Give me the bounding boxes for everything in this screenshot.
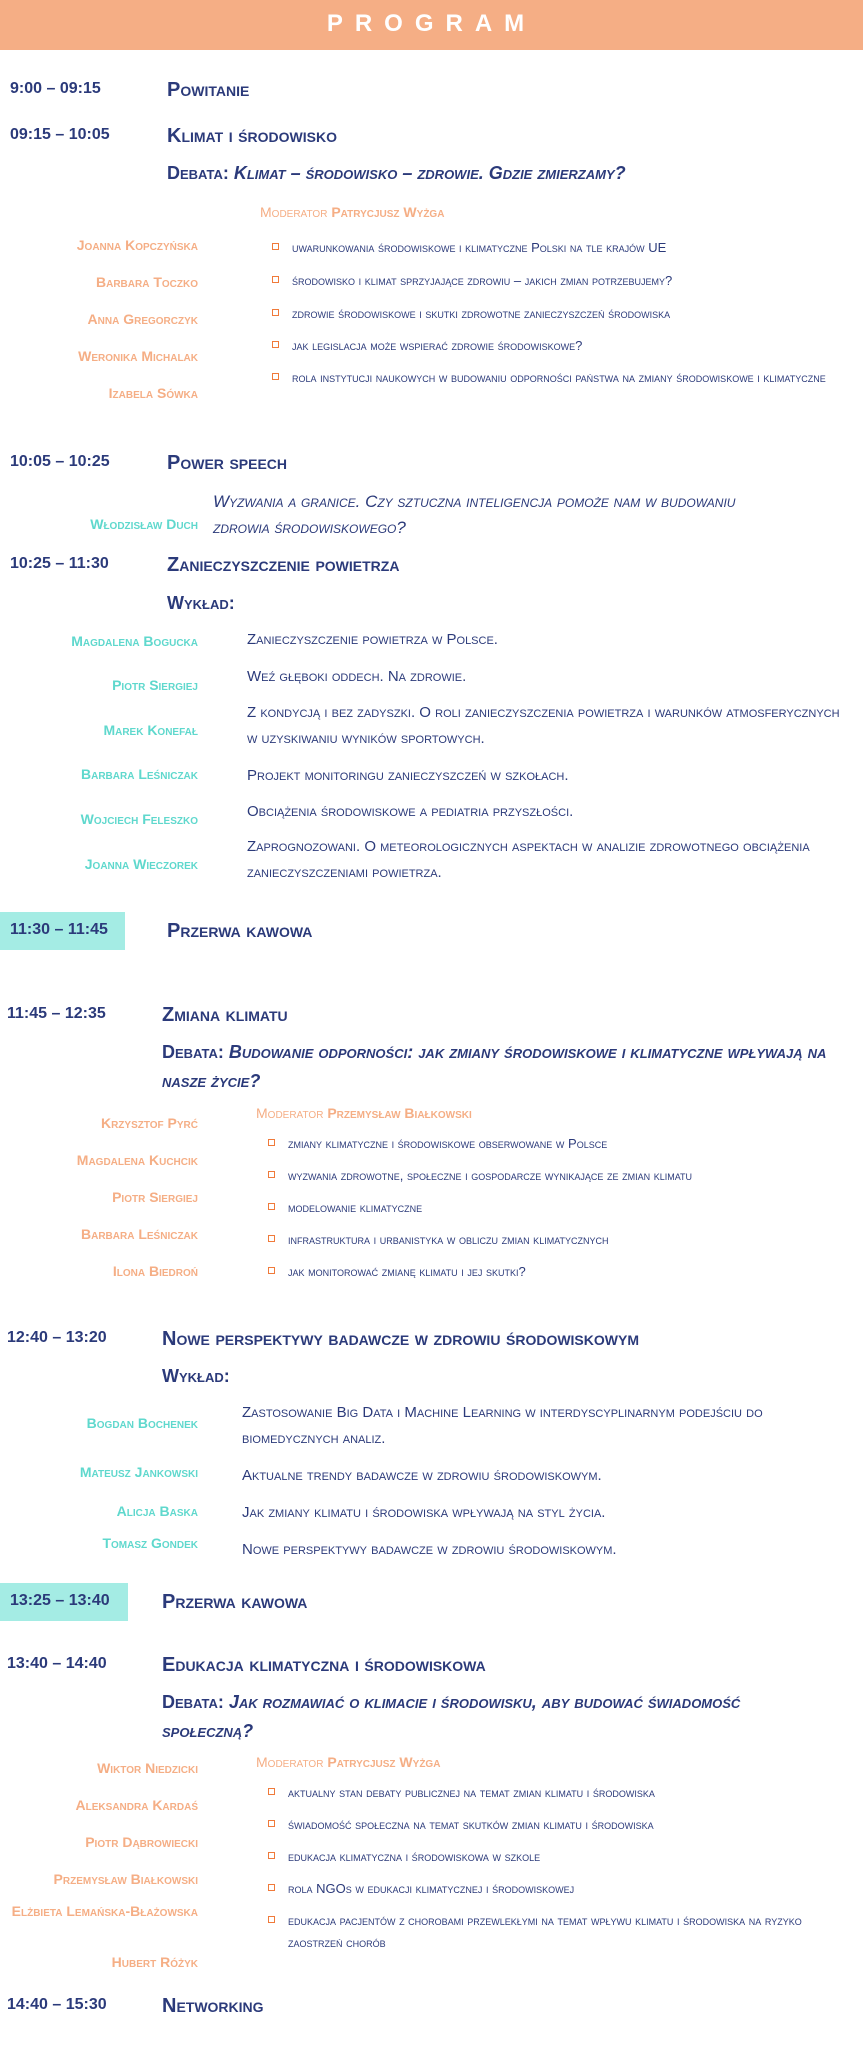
speaker-name: Anna Gregorczyk — [87, 311, 198, 327]
debate-topic: zmiany klimatyczne i środowiskowe obserwowane w Polsce — [288, 1133, 848, 1155]
debate-label: Debata: — [162, 1042, 224, 1062]
square-bullet-icon — [272, 276, 279, 283]
break-time: 11:30 – 11:45 — [0, 912, 125, 950]
session-time: 09:15 – 10:05 — [10, 126, 110, 143]
lecture-title: Zanieczyszczenie powietrza w Polsce. — [247, 631, 498, 648]
session-time: 11:45 – 12:35 — [7, 1005, 106, 1022]
speaker-name: Barbara Leśniczak — [81, 766, 198, 782]
square-bullet-icon — [272, 243, 279, 250]
session-title: Networking — [162, 1995, 264, 2017]
speaker-name: Wiktor Niedzicki — [97, 1760, 198, 1776]
debate-title: Jak rozmawiać o klimacie i środowisku, aby budować świadomość społeczną? — [162, 1692, 741, 1741]
moderator-label: Moderator — [256, 1754, 324, 1770]
moderator-name: Patrycjusz Wyżga — [331, 204, 445, 220]
session-time: 13:40 – 14:40 — [7, 1655, 107, 1672]
speaker-name: Izabela Sówka — [108, 385, 198, 401]
lecture-title: Aktualne trendy badawcze w zdrowiu środowiskowym. — [242, 1467, 602, 1484]
square-bullet-icon — [268, 1916, 275, 1923]
lecture-title: Jak zmiany klimatu i środowiska wpływają na styl życia. — [242, 1504, 606, 1521]
lecture-title: Zastosowanie Big Data i Machine Learning w interdyscyplinarnym podejściu do biomedycznych analiz. — [242, 1404, 763, 1447]
debate-title: Klimat – środowisko – zdrowie. Gdzie zmierzamy? — [233, 163, 626, 183]
debate-topic: zdrowie środowiskowe i skutki zdrowotne zanieczyszczeń środowiska — [292, 303, 832, 325]
debate-heading — [162, 1688, 802, 1746]
speaker-name: Wojciech Feleszko — [80, 811, 198, 827]
square-bullet-icon — [272, 373, 279, 380]
speaker-name: Mateusz Jankowski — [79, 1464, 198, 1480]
debate-topic: środowisko i klimat sprzyjające zdrowiu – jakich zmian potrzebujemy? — [292, 270, 832, 292]
break-time: 13:25 – 13:40 — [0, 1583, 128, 1621]
session-time: 10:05 – 10:25 — [10, 453, 110, 470]
break-title: Przerwa kawowa — [162, 1591, 308, 1613]
square-bullet-icon — [268, 1139, 275, 1146]
speaker-name: Barbara Leśniczak — [81, 1226, 198, 1242]
speaker-name: Magdalena Kuchcik — [76, 1152, 198, 1168]
debate-topic: jak legislacja może wspierać zdrowie środowiskowe? — [292, 335, 832, 357]
lecture-title: Projekt monitoringu zanieczyszczeń w szkołach. — [247, 767, 569, 784]
power-speech-text: Wyzwania a granice. Czy sztuczna inteligencja pomoże nam w budowaniu zdrowia środowiskowego? — [213, 492, 736, 537]
session-time: 12:40 – 13:20 — [7, 1329, 107, 1346]
moderator — [256, 1105, 472, 1121]
debate-heading — [167, 159, 847, 188]
debate-heading — [162, 1038, 852, 1096]
speaker-name: Ilona Biedroń — [112, 1263, 198, 1279]
lecture-title: Obciążenia środowiskowe a pediatria przyszłości. — [247, 803, 574, 820]
debate-title: Budowanie odporności: jak zmiany środowiskowe i klimatyczne wpływają na nasze życie? — [162, 1042, 827, 1091]
debate-topic: infrastruktura i urbanistyka w obliczu zmian klimatycznych — [288, 1229, 848, 1251]
debate-label: Debata: — [167, 163, 229, 183]
square-bullet-icon — [268, 1235, 275, 1242]
speaker-name: Elżbieta Lemańska-Błażowska — [11, 1903, 198, 1919]
speaker-name: Krzysztof Pyrć — [100, 1115, 198, 1131]
debate-topic: modelowanie klimatyczne — [288, 1197, 848, 1219]
lecture-title: Z kondycją i bez zadyszki. O roli zanieczyszczenia powietrza i warunków atmosferycznych w uzyskiwaniu wyników sportowych. — [247, 704, 840, 747]
session-title: Edukacja klimatyczna i środowiskowa — [162, 1654, 486, 1676]
debate-topic: uwarunkowania środowiskowe i klimatyczne Polski na tle krajów UE — [292, 237, 832, 259]
speaker-name: Marek Konefał — [103, 722, 198, 738]
debate-topic: rola instytucji naukowych w budowaniu odporności państwa na zmiany środowiskowe i klimatyczne — [292, 367, 832, 389]
speaker-name: Włodzisław Duch — [90, 516, 198, 532]
debate-topic: świadomość społeczna na temat skutków zmian klimatu i środowiska — [288, 1814, 848, 1836]
session-title: Zanieczyszczenie powietrza — [167, 554, 400, 576]
moderator-label: Moderator — [256, 1105, 324, 1121]
moderator-name: Patrycjusz Wyżga — [327, 1754, 441, 1770]
square-bullet-icon — [272, 309, 279, 316]
moderator — [260, 204, 444, 220]
square-bullet-icon — [268, 1267, 275, 1274]
speaker-name: Piotr Siergiej — [112, 1189, 198, 1205]
speaker-name: Piotr Siergiej — [112, 677, 198, 693]
speaker-name: Piotr Dąbrowiecki — [85, 1834, 198, 1850]
square-bullet-icon — [268, 1788, 275, 1795]
debate-label: Debata: — [162, 1692, 224, 1712]
square-bullet-icon — [268, 1852, 275, 1859]
square-bullet-icon — [268, 1820, 275, 1827]
moderator-label: Moderator — [260, 204, 328, 220]
debate-topic: wyzwania zdrowotne, społeczne i gospodarcze wynikające ze zmian klimatu — [288, 1165, 848, 1187]
debate-topic: edukacja pacjentów z chorobami przewlekłymi na temat wpływu klimatu i środowiska na ryzyko zaostrzeń chorób — [288, 1910, 848, 1954]
speaker-name: Przemysław Białkowski — [53, 1871, 198, 1887]
speaker-name: Weronika Michalak — [78, 348, 198, 364]
speaker-name: Magdalena Bogucka — [71, 633, 198, 649]
debate-topic: rola NGOs w edukacji klimatycznej i środowiskowej — [288, 1878, 848, 1900]
square-bullet-icon — [272, 341, 279, 348]
square-bullet-icon — [268, 1884, 275, 1891]
speaker-name: Alicja Baska — [116, 1503, 198, 1519]
lecture-title: Zaprognozowani. O meteorologicznych aspektach w analizie zdrowotnego obciążenia zanieczyszczeniami powietrza. — [247, 838, 810, 881]
session-time: 14:40 – 15:30 — [7, 1996, 107, 2013]
session-time: 9:00 – 09:15 — [10, 80, 101, 97]
session-title: Powitanie — [167, 79, 250, 101]
lecture-label: Wykład: — [167, 593, 235, 613]
speaker-name: Barbara Toczko — [96, 274, 198, 290]
break-title: Przerwa kawowa — [167, 920, 313, 942]
session-title: Nowe perspektywy badawcze w zdrowiu środowiskowym — [162, 1328, 639, 1350]
speaker-name: Hubert Różyk — [111, 1954, 198, 1970]
square-bullet-icon — [268, 1171, 275, 1178]
speaker-name: Bogdan Bochenek — [86, 1415, 198, 1431]
session-time: 10:25 – 11:30 — [10, 555, 109, 572]
speaker-name: Joanna Wieczorek — [84, 856, 198, 872]
moderator — [256, 1754, 440, 1770]
speaker-name: Aleksandra Kardaś — [75, 1797, 198, 1813]
session-title: Power speech — [167, 452, 288, 474]
debate-topic: aktualny stan debaty publicznej na temat zmian klimatu i środowiska — [288, 1782, 848, 1804]
square-bullet-icon — [268, 1203, 275, 1210]
debate-topic: edukacja klimatyczna i środowiskowa w szkole — [288, 1846, 848, 1868]
lecture-title: Weź głęboki oddech. Na zdrowie. — [247, 668, 467, 685]
lecture-title: Nowe perspektywy badawcze w zdrowiu środowiskowym. — [242, 1541, 617, 1558]
speaker-name: Tomasz Gondek — [102, 1535, 198, 1551]
moderator-name: Przemysław Białkowski — [327, 1105, 472, 1121]
debate-topic: jak monitorować zmianę klimatu i jej skutki? — [288, 1261, 848, 1283]
session-title: Klimat i środowisko — [167, 125, 337, 147]
speaker-name: Joanna Kopczyńska — [76, 237, 198, 253]
lecture-label: Wykład: — [162, 1366, 230, 1386]
page-title: PROGRAM — [326, 10, 537, 37]
session-title: Zmiana klimatu — [162, 1004, 288, 1026]
